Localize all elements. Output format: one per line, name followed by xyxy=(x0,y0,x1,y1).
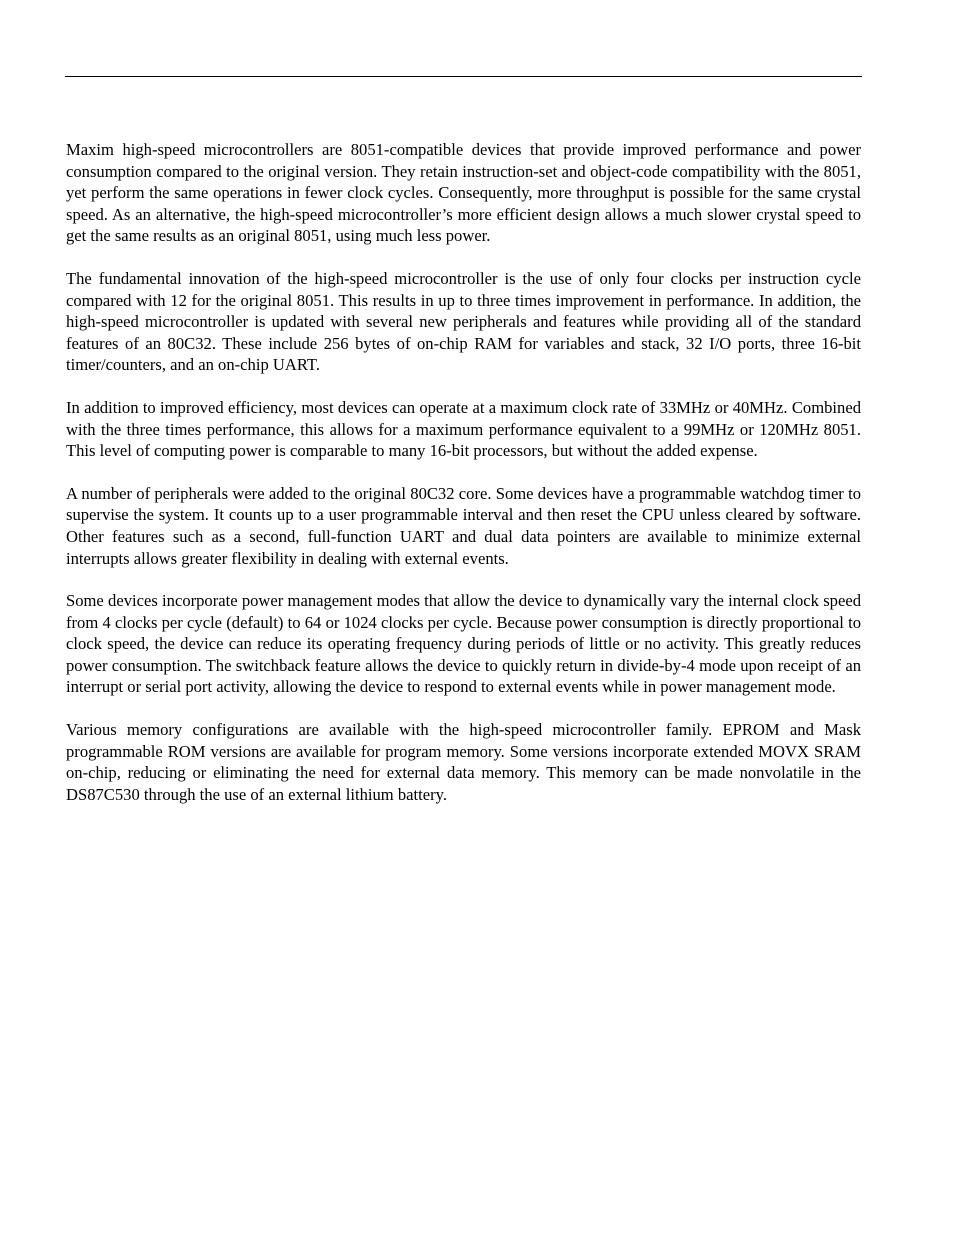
header-rule xyxy=(65,76,862,77)
paragraph-peripherals: A number of peripherals were added to the original 80C32 core. Some devices have a programmable watchdog timer to supervise the system. It counts up to a user programmable interval and then reset the CPU unless cleared by software. Other features such as a second, full-function UART and dual data pointers are available to minimize external interrupts allows greater flexibility in dealing with external events. xyxy=(66,483,861,568)
paragraph-clock-rate: In addition to improved efficiency, most devices can operate at a maximum clock rate of 33MHz or 40MHz. Combined with the three times performance, this allows for a maximum performance equivalent to a 99MHz or 120MHz 8051. This level of computing power is comparable to many 16-bit processors, but without the added expense. xyxy=(66,397,861,461)
paragraph-power-management: Some devices incorporate power management modes that allow the device to dynamically vary the internal clock speed from 4 clocks per cycle (default) to 64 or 1024 clocks per cycle. Because power consumption is directly proportional to clock speed, the device can reduce its operating frequency during periods of little or no activity. This greatly reduces power consumption. The switchback feature allows the device to quickly return in divide-by-4 mode upon receipt of an interrupt or serial port activity, allowing the device to respond to external events while in power management mode. xyxy=(66,591,861,697)
paragraph-innovation: The fundamental innovation of the high-speed microcontroller is the use of only four clocks per instruction cycle compared with 12 for the original 8051. This results in up to three times improvement in performance. In addition, the high-speed microcontroller is updated with several new peripherals and features while providing all of the standard features of an 80C32. These include 256 bytes of on-chip RAM for variables and stack, 32 I/O ports, three 16-bit timer/counters, and an on-chip UART. xyxy=(66,268,861,375)
document-body xyxy=(66,139,861,826)
paragraph-overview: Maxim high-speed microcontrollers are 8051-compatible devices that provide improved performance and power consumption compared to the original version. They retain instruction-set and object-code compatibility with the 8051, yet perform the same operations in fewer clock cycles. Consequently, more throughput is possible for the same crystal speed. As an alternative, the high-speed microcontroller’s more efficient design allows a much slower crystal speed to get the same results as an original 8051, using much less power. xyxy=(66,140,861,246)
paragraph-memory: Various memory configurations are available with the high-speed microcontroller family. EPROM and Mask programmable ROM versions are available for program memory. Some versions incorporate extended MOVX SRAM on-chip, reducing or eliminating the need for external data memory. This memory can be made nonvolatile in the DS87C530 through the use of an external lithium battery. xyxy=(66,720,861,804)
